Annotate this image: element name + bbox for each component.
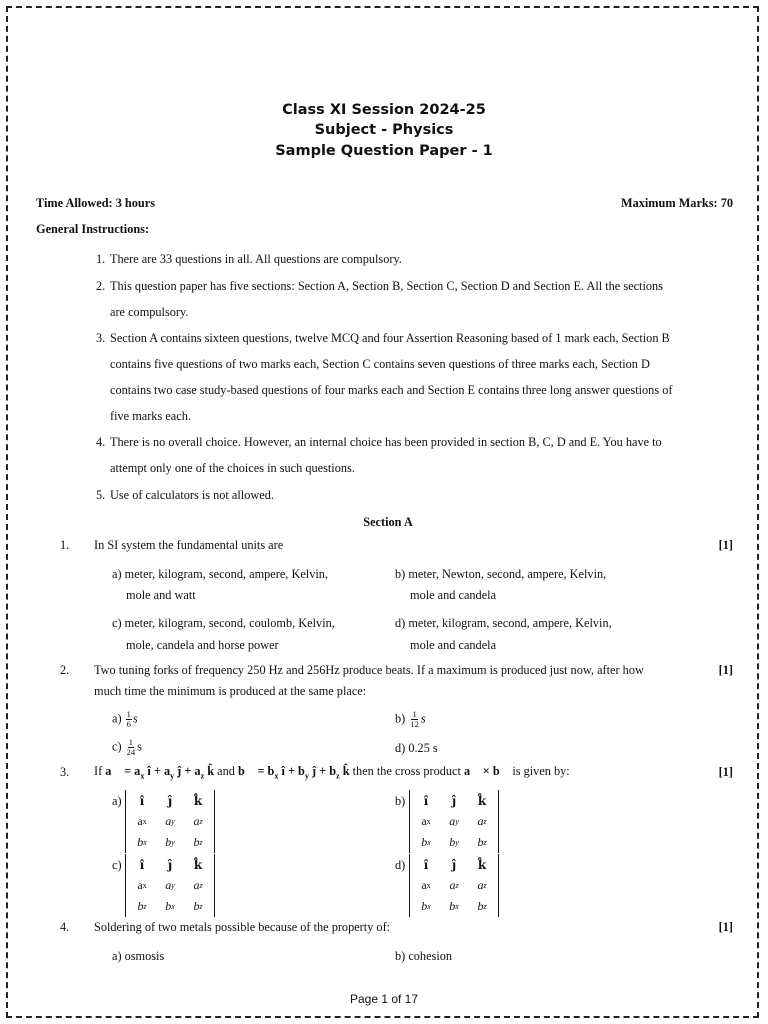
- det-cell: a z: [193, 878, 203, 892]
- q2-option-d[interactable]: d) 0.25 s: [395, 741, 438, 755]
- i-hat: î: [139, 857, 145, 872]
- title-subject: Subject - Physics: [314, 122, 454, 138]
- det-cell: b x: [421, 835, 431, 849]
- q3-option-c-label[interactable]: c): [112, 858, 122, 872]
- q3-option-c-determinant: [125, 854, 215, 917]
- q4-option-b[interactable]: b) cohesion: [395, 949, 453, 963]
- q2-option-c-fraction: [126, 738, 137, 757]
- q2-b-denominator: 12: [410, 719, 419, 729]
- q4-text: Soldering of two metals possible because of the property of:: [94, 920, 391, 934]
- det-cell: a z: [477, 878, 487, 892]
- det-cell: a z: [449, 878, 459, 892]
- general-instructions-heading: General Instructions:: [36, 222, 150, 236]
- q1-option-a[interactable]: a) meter, kilogram, second, ampere, Kelvin,: [112, 567, 328, 581]
- instruction-line: contains two case study-based questions of four marks each and Section E contains three long answer questions of: [110, 383, 673, 397]
- det-cell: b z: [193, 835, 203, 849]
- q2-b-unit: s: [420, 711, 426, 726]
- time-allowed: Time Allowed: 3 hours: [36, 196, 155, 210]
- det-cell: b z: [477, 899, 487, 913]
- q3-if: If: [94, 764, 103, 778]
- det-cell: a z: [477, 814, 487, 828]
- det-cell: a y: [165, 878, 175, 892]
- q1-option-a-cont: mole and watt: [126, 588, 196, 602]
- cross-product-expr: a⃗ × b⃗: [463, 764, 510, 778]
- det-cell: b x: [449, 899, 459, 913]
- det-cell: b z: [193, 899, 203, 913]
- vector-a-def: a⃗ = $a_x$ î + $a_y$ ĵ + $a_z$ k̂: [105, 764, 215, 781]
- instruction-line: There is no overall choice. However, an internal choice has been provided in section B, C, D and E. You have to: [110, 435, 662, 449]
- q2-number: 2.: [60, 663, 70, 677]
- q4-option-a[interactable]: a) osmosis: [112, 949, 165, 963]
- q2-c-numerator: 1: [128, 737, 134, 747]
- instruction-number: 3.: [96, 331, 106, 345]
- q3-option-d-label[interactable]: d): [395, 858, 406, 872]
- j-hat: ĵ: [451, 857, 457, 872]
- q1-option-d[interactable]: d) meter, kilogram, second, ampere, Kelvin,: [395, 616, 612, 630]
- det-cell: a y: [165, 814, 175, 828]
- instruction-line: Use of calculators is not allowed.: [110, 488, 274, 502]
- q2-option-b[interactable]: [395, 710, 426, 729]
- instruction-number: 4.: [96, 435, 106, 449]
- det-cell: a z: [193, 814, 203, 828]
- det-cell: b x: [165, 899, 175, 913]
- i-hat: î: [139, 793, 145, 808]
- det-cell: b x: [421, 899, 431, 913]
- instruction-line: are compulsory.: [110, 305, 189, 319]
- det-cell: a x: [421, 814, 431, 828]
- vector-b-def: b⃗ = $b_x$ î + $b_y$ ĵ + $b_z$ k̂: [238, 764, 350, 781]
- instruction-line: There are 33 questions in all. All questions are compulsory.: [110, 252, 402, 266]
- det-cell: a x: [137, 814, 147, 828]
- q3-marks: [1]: [718, 765, 733, 779]
- q4-number: 4.: [60, 920, 70, 934]
- instruction-line: This question paper has five sections: Section A, Section B, Section C, Section D and Section E. All the sections: [110, 279, 663, 293]
- q2-text-line2: much time the minimum is produced at the same place:: [94, 684, 367, 698]
- i-hat: î: [423, 793, 429, 808]
- det-cell: a y: [449, 814, 459, 828]
- i-hat: î: [423, 857, 429, 872]
- instruction-line: Section A contains sixteen questions, twelve MCQ and four Assertion Reasoning based of 1 mark each, Section B: [110, 331, 670, 345]
- q2-marks: [1]: [718, 663, 733, 677]
- det-cell: a x: [421, 878, 431, 892]
- q1-number: 1.: [60, 538, 70, 552]
- q2-option-c[interactable]: [112, 738, 142, 757]
- q1-option-c[interactable]: c) meter, kilogram, second, coulomb, Kelvin,: [112, 616, 335, 630]
- q3-option-a-label[interactable]: a): [112, 794, 122, 808]
- q3-option-a-determinant: [125, 790, 215, 853]
- q3-number: 3.: [60, 765, 70, 779]
- q3-option-b-determinant: [409, 790, 499, 853]
- max-marks: Maximum Marks: 70: [620, 196, 733, 210]
- det-cell: b z: [477, 835, 487, 849]
- k-hat: k̂: [193, 857, 203, 872]
- q2-option-a-label: a): [112, 711, 122, 726]
- q2-a-numerator: 1: [126, 709, 131, 719]
- q2-a-unit: s: [132, 711, 138, 726]
- k-hat: k̂: [477, 857, 487, 872]
- instruction-line: attempt only one of the choices in such questions.: [110, 461, 355, 475]
- q1-option-b[interactable]: b) meter, Newton, second, ampere, Kelvin,: [395, 567, 607, 581]
- det-cell: b y: [449, 835, 459, 849]
- q1-option-c-cont: mole, candela and horse power: [126, 638, 279, 652]
- j-hat: ĵ: [167, 857, 173, 872]
- instruction-number: 1.: [96, 252, 106, 266]
- q2-text-line1: Two tuning forks of frequency 250 Hz and 256Hz produce beats. If a maximum is produced just now, after how: [94, 663, 644, 677]
- instruction-line: contains five questions of two marks each, Section C contains seven questions of three marks each, Section D: [110, 357, 650, 371]
- q3-option-b-label[interactable]: b): [395, 794, 406, 808]
- q2-a-denominator: 6: [126, 719, 131, 729]
- q2-option-a-fraction: [126, 710, 132, 729]
- q3-is-given-by: is given by:: [512, 764, 570, 778]
- q2-option-b-fraction: [409, 710, 420, 729]
- instruction-line: five marks each.: [110, 409, 191, 423]
- q2-c-unit: s: [137, 739, 142, 754]
- k-hat: k̂: [193, 793, 203, 808]
- q3-tail: then the cross product: [352, 764, 461, 778]
- det-cell: a x: [137, 878, 147, 892]
- q1-text: In SI system the fundamental units are: [94, 538, 284, 552]
- q2-c-denominator: 24: [126, 747, 136, 757]
- q2-option-a[interactable]: [112, 710, 138, 729]
- q2-b-numerator: 1: [412, 709, 417, 719]
- q4-marks: [1]: [718, 920, 733, 934]
- title-paper: Sample Question Paper - 1: [275, 143, 493, 159]
- det-cell: b z: [137, 899, 147, 913]
- q3-text: [94, 764, 570, 780]
- q1-option-b-cont: mole and candela: [410, 588, 497, 602]
- k-hat: k̂: [477, 793, 487, 808]
- q2-option-c-label: c): [112, 739, 122, 754]
- section-a-heading: Section A: [363, 515, 413, 529]
- j-hat: ĵ: [451, 793, 457, 808]
- det-cell: b y: [165, 835, 175, 849]
- instruction-number: 5.: [96, 488, 106, 502]
- title-class: Class XI Session 2024-25: [282, 102, 486, 118]
- q2-option-b-label: b): [395, 711, 406, 726]
- det-cell: b x: [137, 835, 147, 849]
- q1-option-d-cont: mole and candela: [410, 638, 497, 652]
- q1-marks: [1]: [718, 538, 733, 552]
- page-footer: Page 1 of 17: [349, 992, 419, 1006]
- q3-and: and: [217, 764, 235, 778]
- instruction-number: 2.: [96, 279, 106, 293]
- q3-option-d-determinant: [409, 854, 499, 917]
- j-hat: ĵ: [167, 793, 173, 808]
